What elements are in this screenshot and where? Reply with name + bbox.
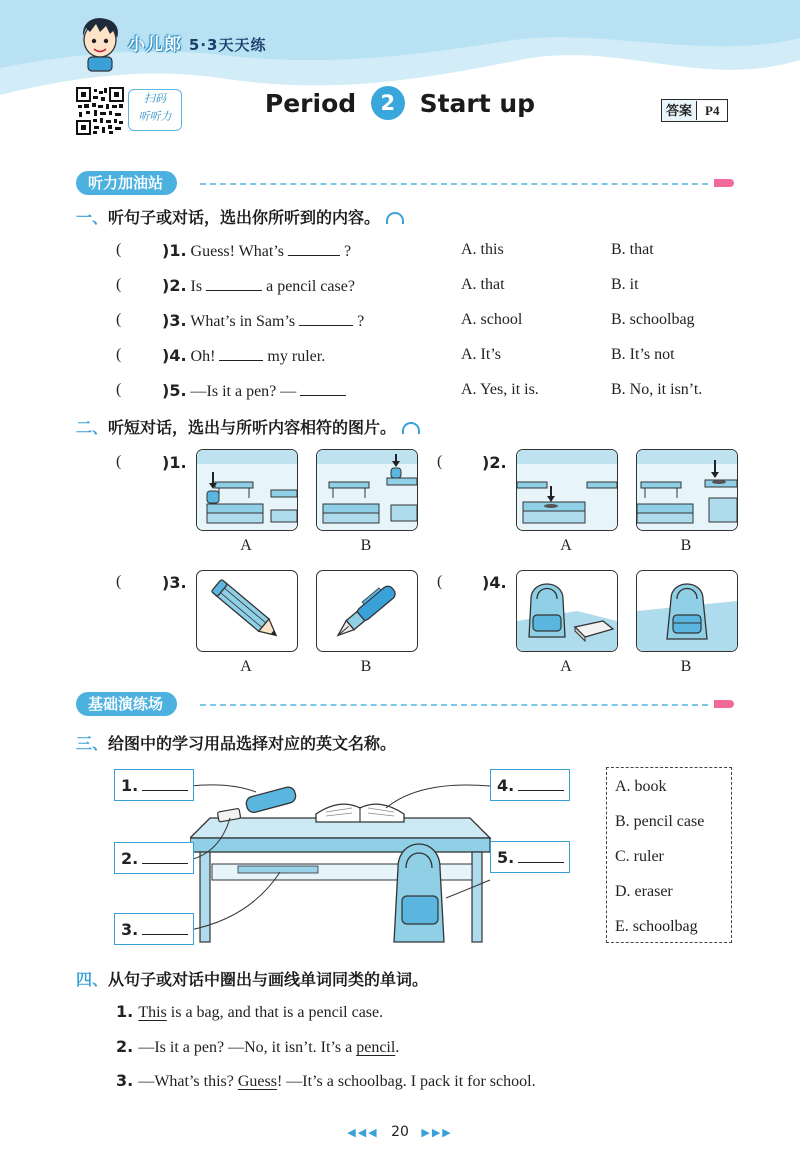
option-letter: B (360, 537, 372, 554)
sentence-text: Guess! What’s (190, 243, 284, 260)
q1-item-sentence (162, 311, 364, 331)
option-letter: A (240, 537, 252, 554)
option-letter: A (240, 658, 252, 675)
schoolbag-picture[interactable] (636, 570, 738, 652)
question-4-number: 四、 (76, 970, 109, 989)
word-option: E. schoolbag (615, 918, 698, 935)
pen-picture[interactable] (316, 570, 418, 652)
option-a[interactable]: A. Yes, it is. (461, 381, 539, 398)
sentence-text: —What’s this? (138, 1073, 238, 1090)
brand-name: 小儿郎 (128, 35, 182, 55)
scan-label-line2: 听听力 (138, 110, 172, 123)
sentence-text: What’s in Sam’s (190, 313, 296, 330)
answer-blank[interactable] (518, 790, 564, 791)
classroom-picture-2b[interactable] (636, 449, 738, 531)
answer-box-2[interactable] (114, 842, 194, 874)
q2-item-4-number: )4. (482, 573, 507, 592)
q1-item-number: )5. (162, 381, 187, 400)
q2-item-2-paren[interactable]: ( (437, 453, 443, 470)
option-b[interactable]: B. schoolbag (611, 311, 695, 328)
answer-box-number: 5. (497, 848, 515, 867)
sentence-text: ! —It’s a schoolbag. I pack it for school. (276, 1073, 536, 1090)
q1-item-number: )3. (162, 311, 187, 330)
section-banner-practice: 基础演练场 (76, 692, 177, 716)
option-letter: B (680, 658, 692, 675)
q1-item-sentence (162, 241, 351, 261)
option-letter: B (360, 658, 372, 675)
question-3-instruction: 给图中的学习用品选择对应的英文名称。 (108, 734, 397, 753)
q2-item-1-number: )1. (162, 453, 187, 472)
q2-item-3-number: )3. (162, 573, 187, 592)
pencil-tip-icon (714, 179, 734, 187)
banner-dashed-line (200, 183, 708, 185)
answer-blank[interactable] (142, 934, 188, 935)
classroom-picture-1b[interactable] (316, 449, 418, 531)
section-banner-listening: 听力加油站 (76, 171, 177, 195)
q1-item-paren[interactable]: ( (116, 346, 122, 363)
brand-logo (128, 30, 267, 55)
headphones-icon[interactable] (402, 422, 420, 434)
answer-page: P4 (696, 101, 727, 120)
q2-item-4-paren[interactable]: ( (437, 573, 443, 590)
pencil-tip-icon (714, 700, 734, 708)
q4-item-number: 2. (116, 1037, 134, 1056)
answer-blank[interactable] (142, 863, 188, 864)
underlined-word: pencil (356, 1039, 396, 1056)
sentence-text: —Is it a pen? — (190, 383, 297, 400)
q1-item-paren[interactable]: ( (116, 241, 122, 258)
option-b[interactable]: B. that (611, 241, 654, 258)
option-a[interactable]: A. this (461, 241, 504, 258)
sentence-text: a pencil case? (266, 278, 355, 295)
option-b[interactable]: B. It’s not (611, 346, 675, 363)
left-arrows-icon: ◀◀◀ (347, 1126, 379, 1139)
q4-sentence-1 (116, 1002, 383, 1022)
question-4-instruction: 从句子或对话中圈出与画线单词同类的单词。 (108, 970, 429, 989)
answer-box-number: 2. (121, 849, 139, 868)
q4-item-number: 3. (116, 1071, 134, 1090)
question-2-heading (76, 415, 420, 438)
option-a[interactable]: A. school (461, 311, 523, 328)
answer-blank[interactable] (219, 360, 263, 361)
sentence-text: is a bag, and that is a pencil case. (166, 1004, 384, 1021)
question-2-number: 二、 (76, 418, 109, 437)
q1-item-number: )1. (162, 241, 187, 260)
answer-box-number: 1. (121, 776, 139, 795)
answer-box-4[interactable] (490, 769, 570, 801)
word-option: A. book (615, 778, 667, 795)
desk-scene-picture (190, 768, 500, 958)
q1-item-sentence (162, 381, 346, 401)
right-arrows-icon: ▶▶▶ (421, 1126, 453, 1139)
question-4-heading (76, 967, 428, 990)
answer-blank[interactable] (206, 290, 262, 291)
question-3-heading (76, 731, 396, 754)
word-options-box (606, 767, 732, 943)
sentence-text: my ruler. (267, 348, 326, 365)
q2-item-2-number: )2. (482, 453, 507, 472)
headphones-icon[interactable] (386, 212, 404, 224)
sentence-text: —Is it a pen? —No, it isn’t. It’s a (138, 1039, 357, 1056)
sentence-text: Oh! (190, 348, 216, 365)
option-a[interactable]: A. that (461, 276, 505, 293)
question-2-instruction: 听短对话，选出与所听内容相符的图片。 (108, 418, 397, 437)
page-number: 20 (391, 1124, 409, 1140)
title-topic: Start up (419, 89, 536, 118)
q2-item-1-paren[interactable]: ( (116, 453, 122, 470)
q1-item-number: )4. (162, 346, 187, 365)
question-1-number: 一、 (76, 208, 109, 227)
option-b[interactable]: B. No, it isn’t. (611, 381, 703, 398)
cartoon-boy-icon (76, 14, 124, 72)
option-letter: A (560, 658, 572, 675)
title-period-number: 2 (371, 86, 405, 120)
underlined-word: This (138, 1004, 167, 1021)
word-option: C. ruler (615, 848, 664, 865)
scan-label-line1: 扫码 (144, 92, 166, 105)
option-b[interactable]: B. it (611, 276, 639, 293)
answer-blank[interactable] (288, 255, 340, 256)
question-3-number: 三、 (76, 734, 109, 753)
answer-box-number: 4. (497, 776, 515, 795)
q1-item-number: )2. (162, 276, 187, 295)
q4-item-number: 1. (116, 1002, 134, 1021)
answer-blank[interactable] (142, 790, 188, 791)
q4-sentence-3 (116, 1071, 536, 1091)
option-letter: B (680, 537, 692, 554)
q1-item-paren[interactable]: ( (116, 311, 122, 328)
answer-blank[interactable] (300, 395, 346, 396)
q1-item-sentence (162, 346, 325, 366)
q1-item-paren[interactable]: ( (116, 276, 122, 293)
answer-reference (661, 99, 728, 122)
word-option: B. pencil case (615, 813, 705, 830)
page-footer (0, 1124, 800, 1140)
question-1-heading (76, 205, 404, 228)
answer-box-3[interactable] (114, 913, 194, 945)
option-a[interactable]: A. It’s (461, 346, 501, 363)
sentence-text: Is (190, 278, 203, 295)
classroom-picture-2a[interactable] (516, 449, 618, 531)
answer-box-number: 3. (121, 920, 139, 939)
word-option: D. eraser (615, 883, 673, 900)
q1-item-sentence (162, 276, 355, 296)
answer-box-5[interactable] (490, 841, 570, 873)
q4-sentence-2 (116, 1037, 399, 1057)
schoolbag-and-book-picture[interactable] (516, 570, 618, 652)
underlined-word: Guess (237, 1073, 277, 1090)
banner-dashed-line (200, 704, 708, 706)
brand-subtitle: 5·3天天练 (188, 36, 267, 54)
answer-label: 答案 (666, 104, 693, 119)
answer-blank[interactable] (299, 325, 353, 326)
q2-item-3-paren[interactable]: ( (116, 573, 122, 590)
sentence-text: ? (344, 243, 352, 260)
pencil-picture[interactable] (196, 570, 298, 652)
q1-item-paren[interactable]: ( (116, 381, 122, 398)
answer-blank[interactable] (518, 862, 564, 863)
sentence-text: ? (357, 313, 365, 330)
option-letter: A (560, 537, 572, 554)
classroom-picture-1a[interactable] (196, 449, 298, 531)
question-1-instruction: 听句子或对话，选出你所听到的内容。 (108, 208, 381, 227)
answer-box-1[interactable] (114, 769, 194, 801)
title-period: Period (264, 89, 357, 118)
sentence-text: . (395, 1039, 400, 1056)
